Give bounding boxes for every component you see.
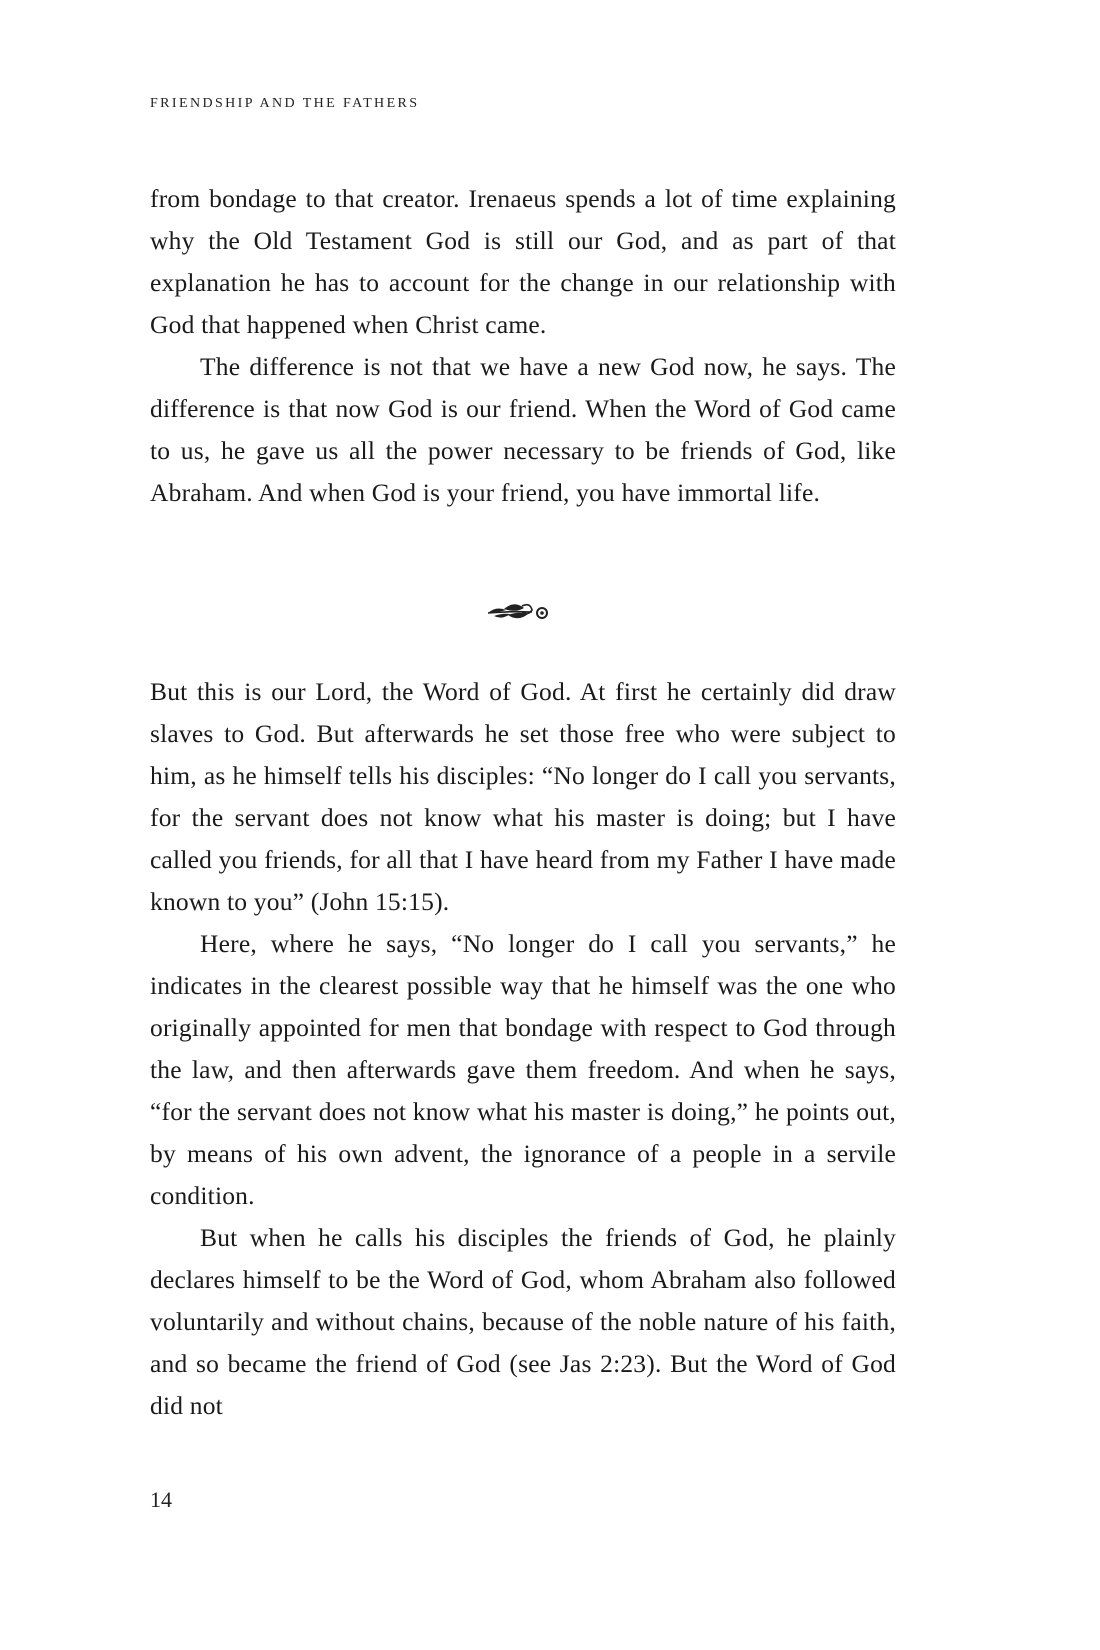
paragraph: from bondage to that creator. Irenaeus spends a lot of time explaining why the Old Testament God is still our God, and as part of that explanation he has to account for the change in our relationship with God that happened when Christ came. [150, 184, 896, 339]
paragraph: But when he calls his disciples the friends of God, he plainly declares himself to be the Word of God, whom Abraham also followed voluntarily and without chains, because of the noble nature of his faith, and so became the friend of God (see Jas 2:23). But the Word of God did not [150, 1223, 896, 1420]
paragraph: The difference is not that we have a new God now, he says. The difference is that now God is our friend. When the Word of God came to us, he gave us all the power necessary to be friends of God, like Abraham. And when God is your friend, you have immortal life. [150, 352, 896, 507]
leaf-flourish-ornament [486, 600, 554, 624]
page-number: 14 [150, 1487, 172, 1512]
paragraph: But this is our Lord, the Word of God. At first he certainly did draw slaves to God. But afterwards he set those free who were subject to him, as he himself tells his disciples: “No longer do I call you servants, for the servant does not know what his master is doing; but I have called you friends, for all that I have heard from my Father I have made known to you” (John 15:15). [150, 677, 896, 916]
body-text [150, 178, 896, 514]
running-head: FRIENDSHIP AND THE FATHERS [150, 96, 420, 111]
extract-quotation [150, 671, 896, 1427]
paragraph: Here, where he says, “No longer do I call you servants,” he indicates in the clearest possible way that he himself was the one who originally appointed for men that bondage with respect to God through the law, and then afterwards gave them freedom. And when he says, “for the servant does not know what his master is doing,” he points out, by means of his own advent, the ignorance of a people in a servile condition. [150, 929, 896, 1210]
